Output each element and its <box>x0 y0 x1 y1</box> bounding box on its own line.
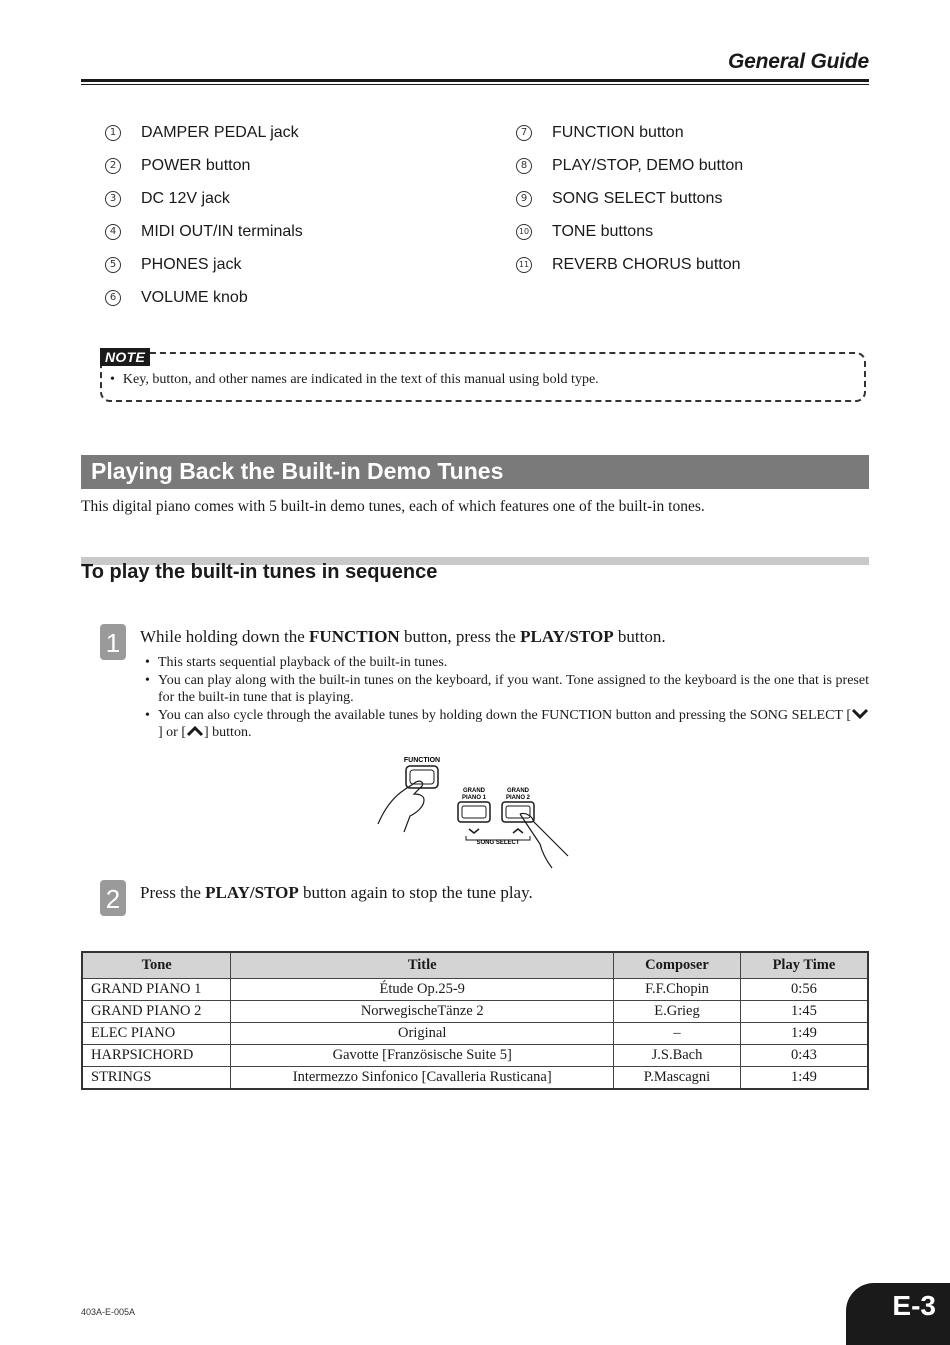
part-item <box>105 256 241 274</box>
table-cell: J.S.Bach <box>614 1045 741 1067</box>
table-row <box>82 1045 868 1067</box>
hand-left-icon <box>378 781 424 832</box>
bullet: • <box>145 707 150 723</box>
column-header: Title <box>231 952 614 979</box>
page-header-title: General Guide <box>728 50 869 73</box>
column-header: Play Time <box>740 952 868 979</box>
list-item-text <box>158 707 869 742</box>
song-select-label: SONG SELECT <box>476 840 520 846</box>
part-number: 3 <box>105 191 121 207</box>
part-item <box>516 223 653 241</box>
note-text <box>110 372 599 388</box>
part-item <box>105 289 248 307</box>
list-item-text: You can play along with the built-in tunes on the keyboard, if you want. Tone assigned to the keyboard is the one that is preset for the built-in tune that is playing. <box>158 672 869 705</box>
part-number: 6 <box>105 290 121 306</box>
part-label: REVERB CHORUS button <box>552 256 741 273</box>
part-item <box>105 190 230 208</box>
step-2-instruction <box>140 883 533 903</box>
table-cell: STRINGS <box>82 1067 231 1090</box>
list-item-text: This starts sequential playback of the built-in tunes. <box>158 655 448 670</box>
table-header-row <box>82 952 868 979</box>
list-item-text-part: ] or [ <box>158 725 186 740</box>
part-item <box>105 223 303 241</box>
part-item <box>105 157 250 175</box>
part-label: FUNCTION button <box>552 124 684 141</box>
section-title: Playing Back the Built-in Demo Tunes <box>91 458 504 484</box>
table-cell: HARPSICHORD <box>82 1045 231 1067</box>
step-text: button again to stop the tune play. <box>298 883 533 902</box>
part-item <box>516 124 684 142</box>
chevron-up-icon <box>513 829 523 833</box>
table-cell: GRAND PIANO 1 <box>82 979 231 1001</box>
gp2-label-line2: PIANO 2 <box>505 795 531 801</box>
table-cell: F.F.Chopin <box>614 979 741 1001</box>
part-label: PHONES jack <box>141 256 242 273</box>
step-1-instruction <box>140 627 666 647</box>
part-number: 9 <box>516 191 532 207</box>
part-number: 11 <box>516 257 532 273</box>
button-illustration <box>370 752 580 872</box>
table-cell: Étude Op.25-9 <box>231 979 614 1001</box>
step-number-badge: 1 <box>100 624 126 660</box>
gp2-label-line1: GRAND <box>507 788 529 794</box>
page-number: E-3 <box>892 1290 936 1321</box>
demo-tunes-table <box>81 951 869 1090</box>
step-text: button. <box>613 627 666 646</box>
table-cell: E.Grieg <box>614 1001 741 1023</box>
part-number: 5 <box>105 257 121 273</box>
part-number: 2 <box>105 158 121 174</box>
step-bold: PLAY/STOP <box>205 883 299 902</box>
header-rule-thin <box>81 84 869 85</box>
table-cell: 0:43 <box>740 1045 868 1067</box>
part-label: DC 12V jack <box>141 190 230 207</box>
list-item <box>145 654 869 672</box>
part-number: 1 <box>105 125 121 141</box>
table-cell: Intermezzo Sinfonico [Cavalleria Rusticana] <box>231 1067 614 1090</box>
chevron-up-icon <box>186 725 204 737</box>
step-text: button, press the <box>399 627 521 646</box>
function-button-label: FUNCTION <box>403 757 441 764</box>
part-number: 8 <box>516 158 532 174</box>
gp1-label-line2: PIANO 1 <box>461 795 487 801</box>
part-label: PLAY/STOP, DEMO button <box>552 157 744 174</box>
step-bold: FUNCTION <box>309 627 400 646</box>
chevron-down-icon <box>851 708 869 720</box>
column-header: Composer <box>614 952 741 979</box>
list-item <box>145 707 869 742</box>
step-number-badge: 2 <box>100 880 126 916</box>
step-bold: PLAY/STOP <box>520 627 614 646</box>
bullet: • <box>110 372 115 387</box>
part-item <box>516 256 741 274</box>
subsection-title: To play the built-in tunes in sequence <box>81 561 438 583</box>
part-item <box>516 157 743 175</box>
table-cell: NorwegischeTänze 2 <box>231 1001 614 1023</box>
part-item <box>516 190 722 208</box>
part-number: 7 <box>516 125 532 141</box>
table-cell: Original <box>231 1023 614 1045</box>
table-row <box>82 1001 868 1023</box>
table-cell: ELEC PIANO <box>82 1023 231 1045</box>
document-code: 403A-E-005A <box>81 1307 136 1317</box>
part-label: DAMPER PEDAL jack <box>141 124 299 141</box>
grand-piano-2-button <box>502 802 534 822</box>
part-label: TONE buttons <box>552 223 654 240</box>
header-rule <box>81 79 869 82</box>
note-body: Key, button, and other names are indicated in the text of this manual using bold type. <box>122 372 599 387</box>
list-item-text-part: You can also cycle through the available tunes by holding down the FUNCTION button and pressing the SONG SELECT [ <box>158 707 851 723</box>
part-label: MIDI OUT/IN terminals <box>141 223 303 240</box>
column-header: Tone <box>82 952 231 979</box>
part-number: 4 <box>105 224 121 240</box>
list-item-text-part: ] button. <box>204 725 252 740</box>
table-cell: GRAND PIANO 2 <box>82 1001 231 1023</box>
part-label: SONG SELECT buttons <box>552 190 723 207</box>
part-number: 10 <box>516 224 532 240</box>
table-cell: Gavotte [Französische Suite 5] <box>231 1045 614 1067</box>
grand-piano-1-button <box>458 802 490 822</box>
bullet: • <box>145 672 150 688</box>
table-cell: 1:49 <box>740 1023 868 1045</box>
table-row <box>82 1023 868 1045</box>
step-1-notes <box>145 654 869 742</box>
list-item <box>145 672 869 707</box>
table-cell: 0:56 <box>740 979 868 1001</box>
section-intro: This digital piano comes with 5 built-in demo tunes, each of which features one of the built-in tones. <box>81 498 705 515</box>
table-cell: 1:49 <box>740 1067 868 1090</box>
chevron-down-icon <box>469 829 479 833</box>
table-cell: P.Mascagni <box>614 1067 741 1090</box>
table-cell: – <box>614 1023 741 1045</box>
table-row <box>82 1067 868 1090</box>
table-cell: 1:45 <box>740 1001 868 1023</box>
table-row <box>82 979 868 1001</box>
note-tag: NOTE <box>100 348 150 366</box>
step-text: While holding down the <box>140 627 310 646</box>
part-item <box>105 124 299 142</box>
gp1-label-line1: GRAND <box>463 788 485 794</box>
bullet: • <box>145 655 150 670</box>
step-text: Press the <box>140 883 206 902</box>
part-label: VOLUME knob <box>141 289 248 306</box>
part-label: POWER button <box>141 157 251 174</box>
